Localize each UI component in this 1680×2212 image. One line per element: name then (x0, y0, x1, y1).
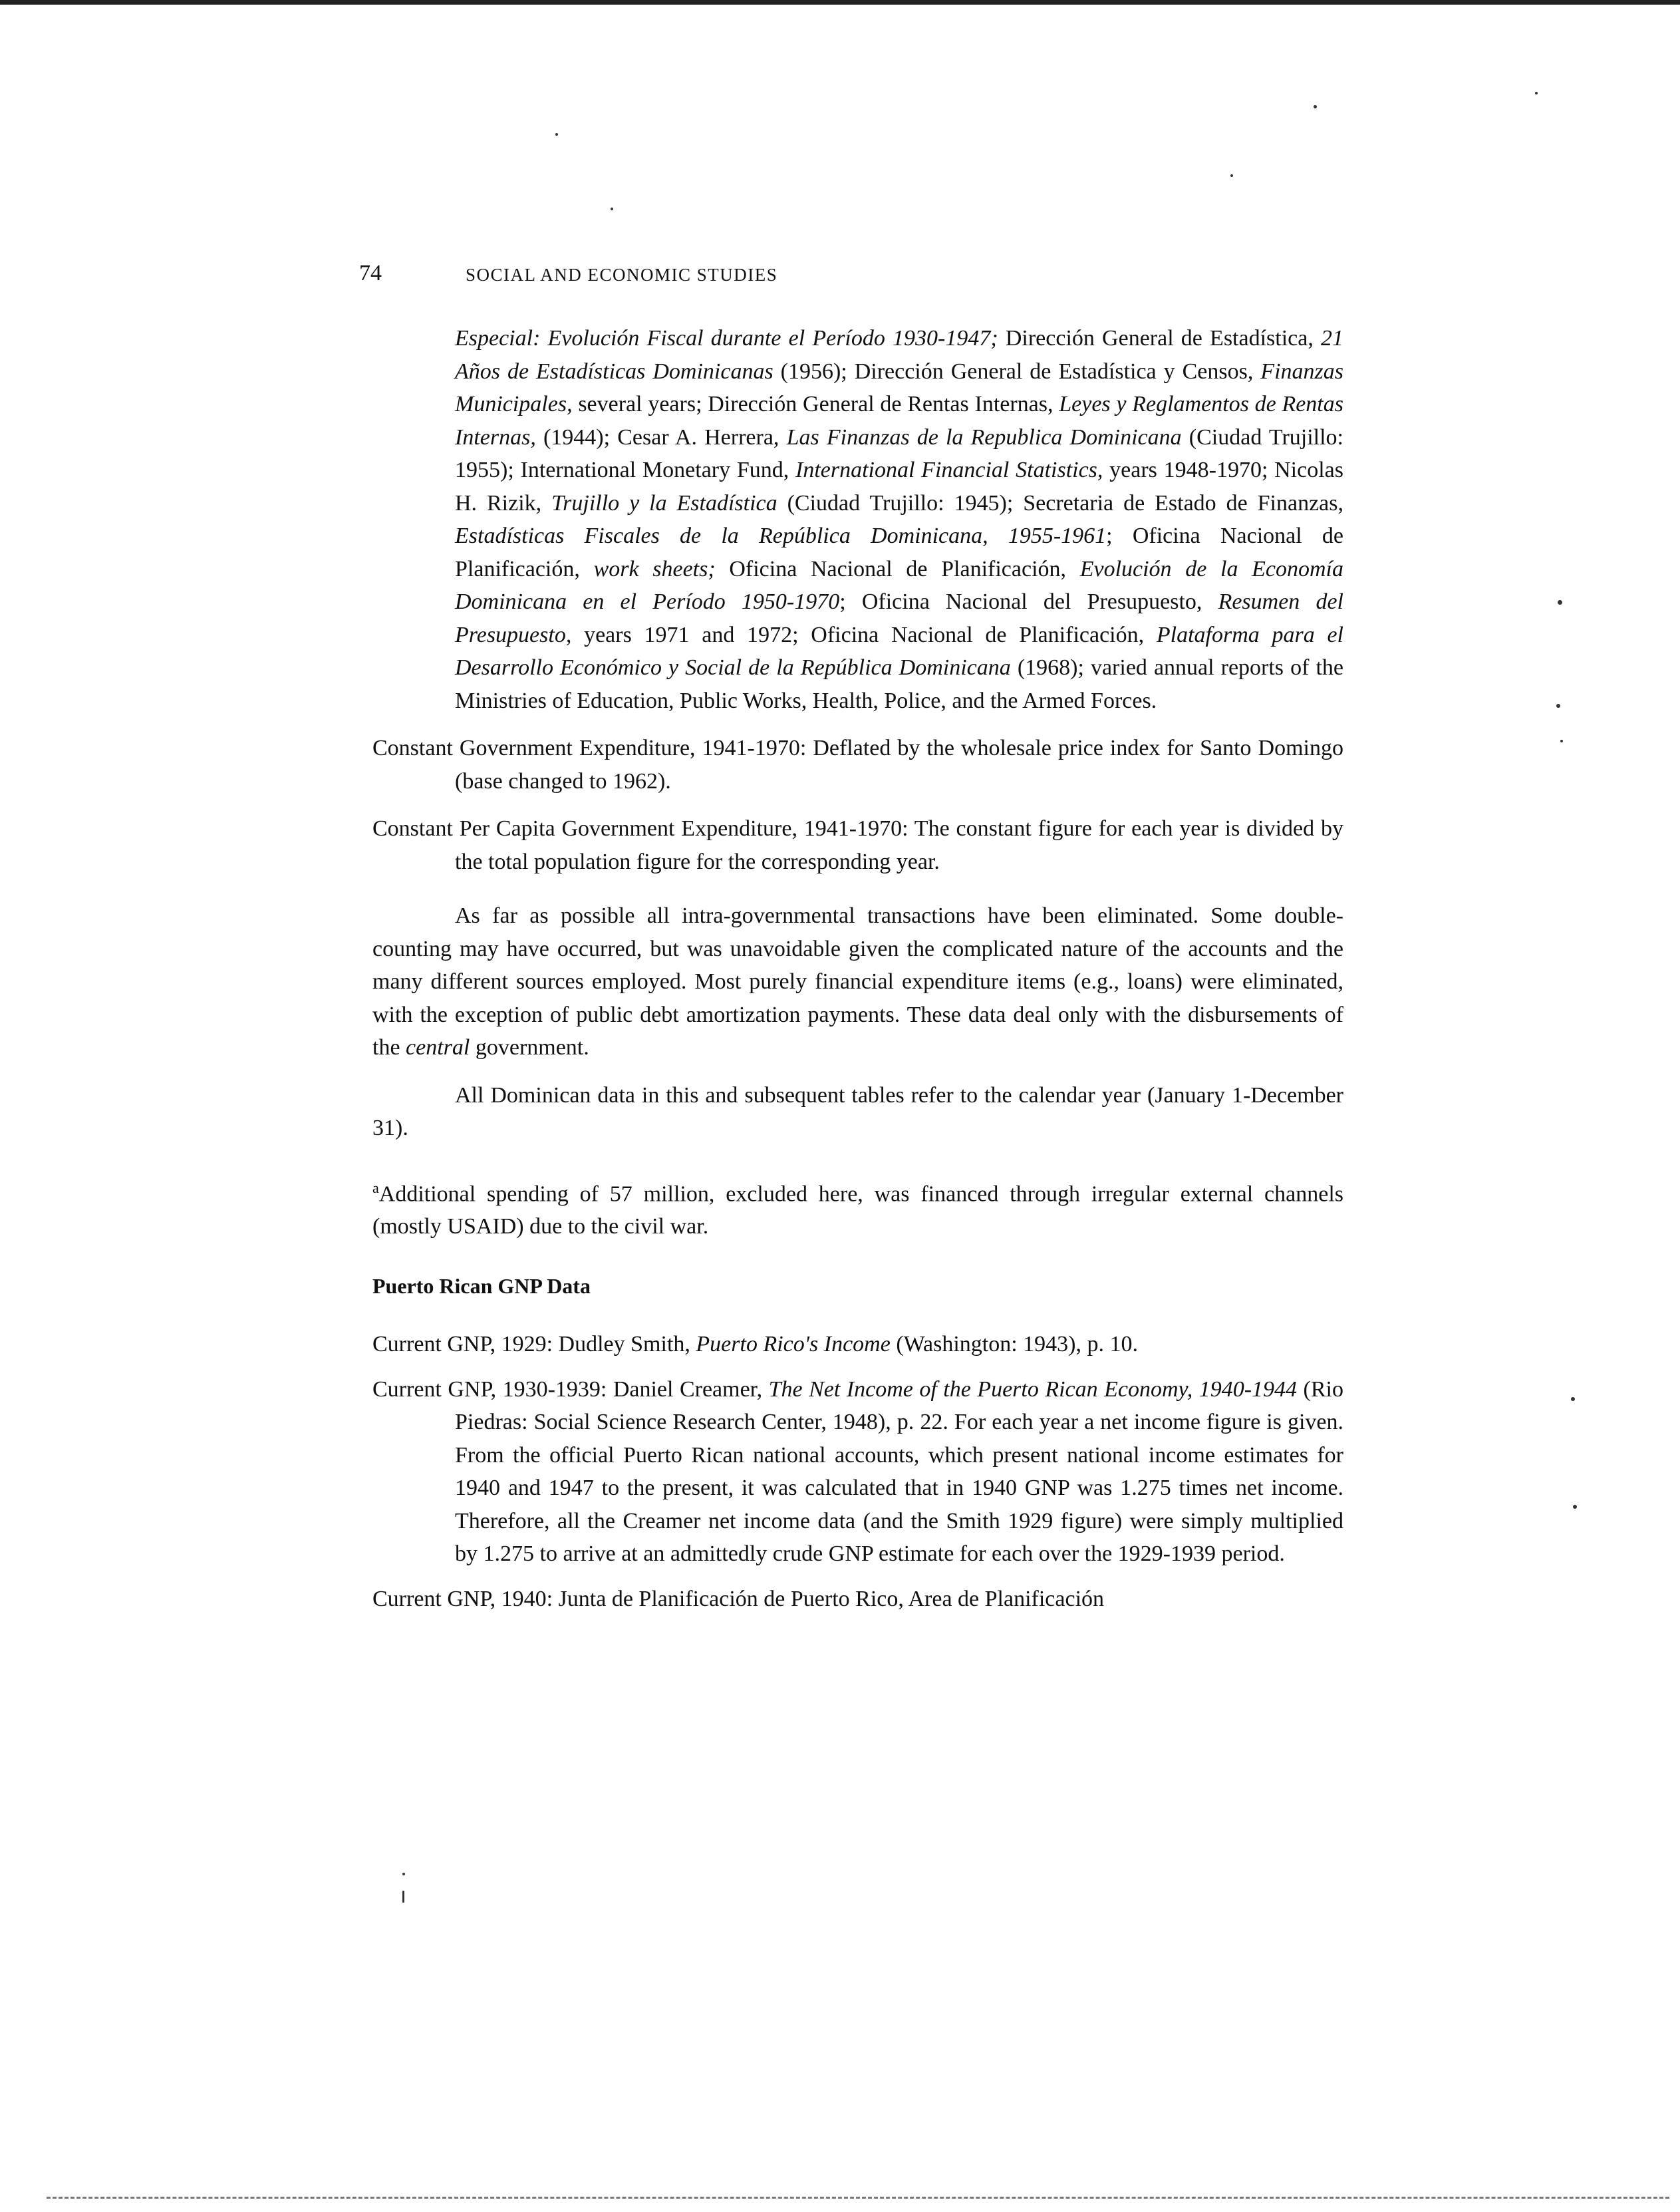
section-title: Puerto Rican GNP Data (372, 1273, 591, 1298)
scan-top-edge (0, 0, 1680, 5)
scan-speck (1535, 92, 1538, 94)
italic-title-run: Finanzas Municipales, (455, 359, 1343, 416)
gnp-1930-1939-entry (372, 1373, 1343, 1571)
italic-title-run: The Net Income of the Puerto Rican Economy, 1940-1944 (768, 1376, 1298, 1402)
intra-governmental-end: government. (470, 1035, 589, 1060)
constant-per-capita-entry: Constant Per Capita Government Expenditure, 1941-1970: The constant figure for each year is divided by the total population figure for the corresponding year. (372, 816, 1343, 874)
scan-speck (1560, 740, 1563, 742)
gnp-1940-entry (372, 1583, 1343, 1616)
text-run: several years; Dirección General de Rentas Internas, (572, 392, 1059, 416)
italic-title-run: Resumen del Presupuesto, (455, 589, 1344, 647)
text-run: (Ciudad Trujillo: 1955); International Monetary Fund, (455, 424, 1343, 482)
text-run: ; Oficina Nacional de Planificación, (455, 524, 1343, 581)
text-run: (1944); Cesar A. Herrera, (535, 424, 787, 450)
text-run: (Ciudad Trujillo: 1945); Secretaria de Estado de Finanzas, (777, 490, 1343, 516)
scan-speck (402, 1873, 405, 1875)
italic-title-run: 21 Años de Estadísticas Dominicanas (455, 326, 1344, 384)
footnote-marker: a (372, 1179, 379, 1196)
constant-expenditure-entry: Constant Government Expenditure, 1941-1970: Deflated by the wholesale price index for Santo Domingo (base changed to 1962). (372, 736, 1343, 794)
intra-governmental-note (372, 899, 1343, 1064)
scan-speck (402, 1891, 404, 1903)
text-run: (Rio Piedras: Social Science Research Center, 1948), p. 22. For each year a net income figure is given. From the official Puerto Rican national accounts, which present national income estimates for 1940 and 1947 to the present, it was calculated that in 1940 GNP was 1.275 times net income. Therefore, all the Creamer net income data (and the Smith 1929 figure) were simply multiplied by 1.275 to arrive at an admittedly crude GNP estimate for each over the 1929-1939 period. (455, 1376, 1343, 1567)
text-run: Dirección General de Estadística, (998, 326, 1322, 351)
italic-title-run: Evolución de la Economía Dominicana en el Período 1950-1970 (455, 556, 1343, 614)
scan-speck (555, 133, 558, 136)
scan-speck (1558, 600, 1562, 605)
central-emphasis: central (406, 1035, 470, 1060)
text-run: (1968); varied annual reports of the Ministries of Education, Public Works, Health, Police, and the Armed Forces. (455, 655, 1343, 713)
italic-title-run: work sheets; (593, 556, 716, 581)
italic-title-run: Puerto Rico's Income (696, 1332, 891, 1357)
scan-speck (1573, 1505, 1577, 1509)
footnote (372, 1172, 1343, 1243)
italic-title-run: Especial: Evolución Fiscal durante el Período 1930-1947; (455, 326, 998, 351)
italic-title-run: Estadísticas Fiscales de la República Dominicana, 1955-1961 (455, 524, 1107, 548)
scan-speck (1571, 1397, 1575, 1401)
text-run: Current GNP, 1940: Junta de Planificación de Puerto Rico, Area de Planificación (372, 1586, 1105, 1611)
gnp-1929-entry (372, 1328, 1343, 1361)
text-run: ; Oficina Nacional del Presupuesto, (839, 589, 1218, 614)
running-title: SOCIAL AND ECONOMIC STUDIES (466, 265, 778, 285)
text-run: years 1971 and 1972; Oficina Nacional de Planificación, (571, 622, 1157, 647)
italic-title-run: Leyes y Reglamentos de Rentas Internas, (455, 392, 1343, 450)
italic-title-run: Plataforma para el Desarrollo Económico y Social de la República Dominicana (455, 622, 1343, 680)
calendar-note: All Dominican data in this and subsequent tables refer to the calendar year (January 1-December 31). (372, 1082, 1343, 1140)
scan-speck (611, 208, 613, 210)
italic-title-run: International Financial Statistics, (795, 458, 1103, 482)
intra-governmental-text: As far as possible all intra-governmental transactions have been eliminated. Some double-counting may have occurred, but was unavoidable given the complicated nature of the accounts and the many different sources employed. Most purely financial expenditure items (e.g., loans) were eliminated, with the exception of public debt amortization payments. These data deal only with the disbursements of the (372, 903, 1343, 1060)
text-run: Current GNP, 1929: Dudley Smith, (372, 1332, 696, 1357)
text-run: Current GNP, 1930-1939: Daniel Creamer, (372, 1376, 769, 1402)
sources-continued (372, 322, 1343, 717)
scan-speck (1314, 105, 1317, 108)
page-number: 74 (359, 261, 382, 285)
text-run: (1956); Dirección General de Estadística y Censos, (773, 359, 1261, 384)
italic-title-run: Las Finanzas de la Republica Dominicana (786, 424, 1182, 450)
page-body (372, 322, 1343, 1615)
italic-title-run: Trujillo y la Estadística (551, 490, 777, 516)
scan-speck (1556, 704, 1560, 708)
text-run: years 1948-1970; Nicolas H. Rizik, (455, 458, 1343, 516)
text-run: Oficina Nacional de Planificación, (715, 556, 1080, 581)
footnote-text: Additional spending of 57 million, excluded here, was financed through irregular external channels (mostly USAID) due to the civil war. (372, 1181, 1343, 1239)
text-run: (Washington: 1943), p. 10. (890, 1332, 1138, 1357)
scan-bottom-edge (47, 2197, 1669, 2201)
scan-speck (1230, 174, 1233, 177)
